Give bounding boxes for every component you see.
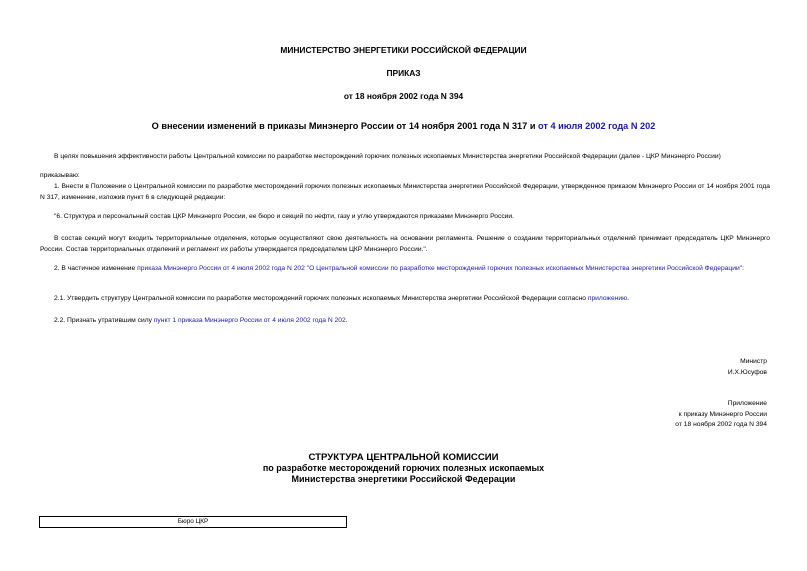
- appendix-date: от 18 ноября 2002 года N 394: [675, 421, 767, 428]
- appendix-link[interactable]: приложению: [587, 295, 628, 302]
- paragraph-item-2-1: [40, 294, 770, 305]
- paragraph-item-2: [40, 264, 770, 275]
- doc-type-heading: ПРИКАЗ: [386, 68, 421, 78]
- order-title-link[interactable]: от 4 июля 2002 года N 202: [538, 121, 656, 131]
- ministry-heading: МИНИСТЕРСТВО ЭНЕРГЕТИКИ РОССИЙСКОЙ ФЕДЕРАЦИИ: [280, 45, 527, 55]
- date-number-heading: от 18 ноября 2002 года N 394: [343, 91, 464, 101]
- paragraph-intro: В целях повышения эффективности работы Центральной комиссии по разработке месторождений горючих полезных ископаемых Министерства энергетики Российской Федерации (далее - ЦКР Минэнерго России): [54, 153, 721, 160]
- structure-title: СТРУКТУРА ЦЕНТРАЛЬНОЙ КОМИССИИ: [308, 452, 499, 463]
- bureau-box: Бюро ЦКР: [39, 516, 347, 528]
- paragraph-item-2-2-suffix: .: [345, 317, 348, 324]
- signature-name: И.Х.Юсуфов: [727, 368, 767, 376]
- paragraph-sections: В состав секций могут входить территориальные отделения, которые осуществляют свою деятельность на основании регламента. Решение о создании территориальных отделений принимает председатель ЦКР Минэнерго России. Состав территориальных отделений и регламент их работы утверждается председателем ЦКР Минэнерго России.".: [40, 235, 770, 253]
- paragraph-item-2-text: 2. В частичное изменение: [54, 265, 138, 272]
- signature-block: [567, 357, 767, 378]
- structure-subtitle: по разработке месторождений горючих полезных ископаемых: [262, 463, 545, 473]
- order-title-text: О внесении изменений в приказы Минэнерго России от 14 ноября 2001 года N 317 и: [151, 121, 539, 131]
- paragraph-item-2-1-text: 2.1. Утвердить структуру Центральной комиссии по разработке месторождений горючих полезных ископаемых Министерства энергетики Российской Федерации согласно: [54, 295, 588, 302]
- paragraph-item-1: 1. Внести в Положение о Центральной комиссии по разработке месторождений горючих полезных ископаемых Министерства энергетики Российской Федерации, утвержденное приказом Минэнерго России от 14 ноября 2001 года N 317, изменение, изложив пункт 6 в следующей редакции:: [40, 183, 770, 201]
- paragraph-item-2-1-suffix: .: [627, 295, 630, 302]
- order-202-link[interactable]: приказа Минэнерго России от 4 июля 2002 года N 202 "О Центральной комиссии по разработке месторождений горючих полезных ископаемых Министерства энергетики Российской Федерации": [137, 265, 743, 272]
- appendix-block: [567, 399, 767, 431]
- paragraph-item-2-suffix: :: [742, 265, 744, 272]
- paragraph-item-6: "6. Структура и персональный состав ЦКР Минэнерго России, ее бюро и секций по нефти, газу и углю утверждаются приказами Минэнерго России.: [54, 213, 514, 220]
- paragraph-order-word: приказываю:: [40, 172, 80, 179]
- paragraph-item-2-2-text: 2.2. Признать утратившим силу: [54, 317, 154, 324]
- order-title: [0, 121, 807, 132]
- paragraph-item-2-2: [40, 316, 770, 327]
- signature-position: Министр: [740, 358, 767, 365]
- clause-1-link[interactable]: пункт 1 приказа Минэнерго России от 4 июля 2002 года N 202: [153, 317, 346, 324]
- appendix-label: Приложение: [727, 400, 767, 407]
- structure-subtitle-2: Министерства энергетики Российской Федерации: [291, 474, 516, 484]
- appendix-to: к приказу Минэнерго России: [678, 410, 767, 418]
